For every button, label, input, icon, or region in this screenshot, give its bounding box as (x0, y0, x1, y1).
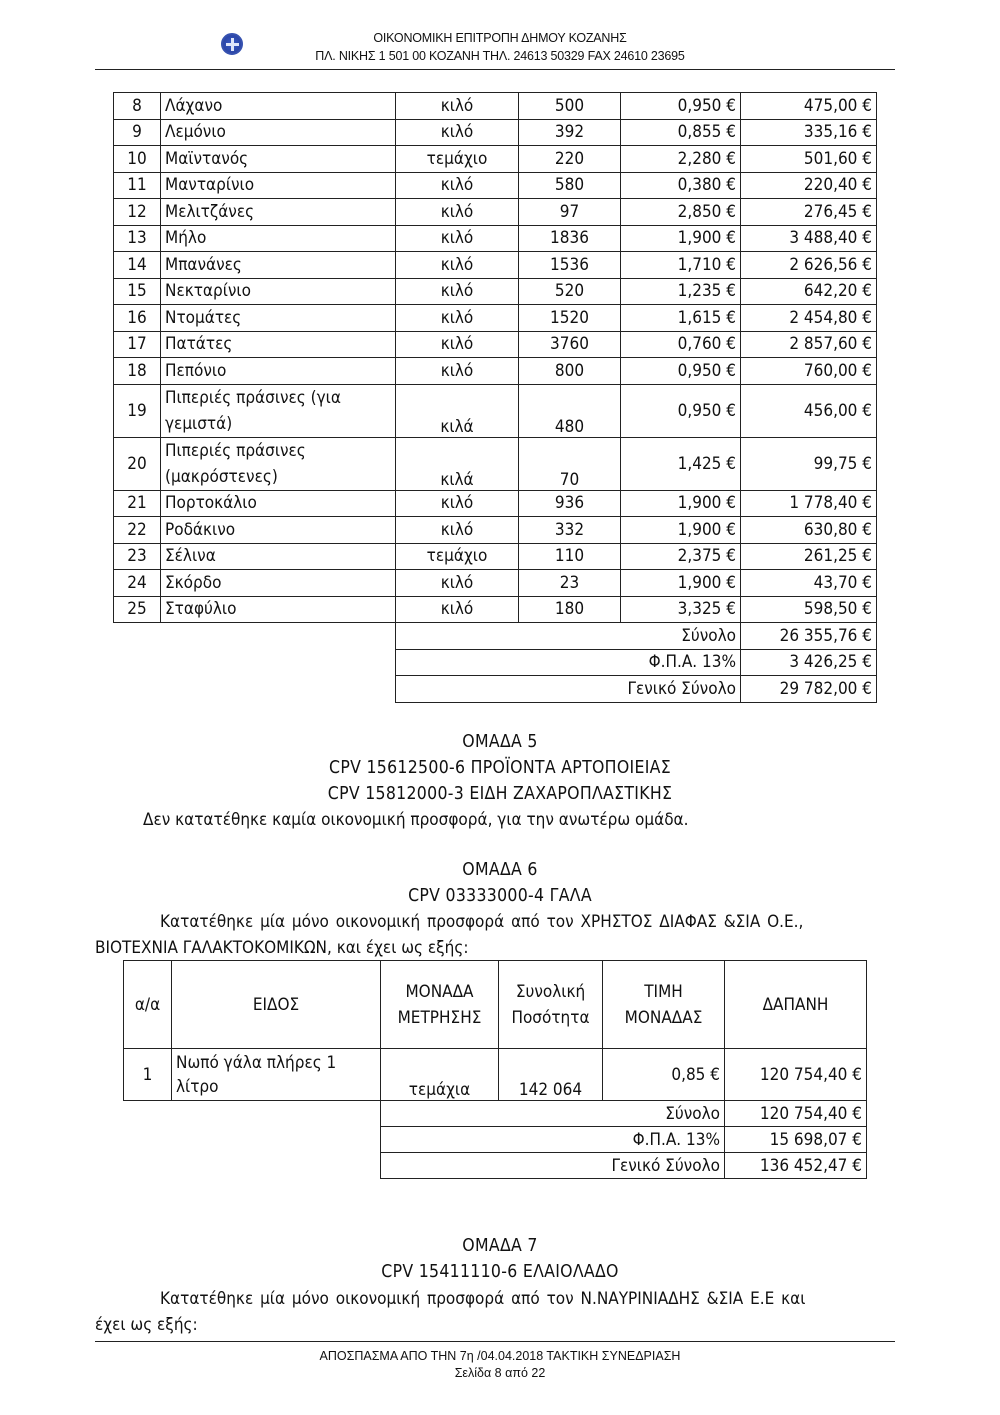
cell-item: Μελιτζάνες (161, 199, 396, 226)
table-row (114, 93, 877, 120)
vat-value: 3 426,25 € (741, 649, 877, 676)
header-title: ΟΙΚΟΝΟΜΙΚΗ ΕΠΙΤΡΟΠΗ ΔΗΜΟΥ ΚΟΖΑΝΗΣ (373, 31, 627, 45)
col-header-cost: ΔΑΠΑΝΗ (725, 961, 867, 1049)
table-row (114, 225, 877, 252)
cell-cost: 2 626,56 € (741, 252, 877, 279)
cell-item: Πορτοκάλιο (161, 490, 396, 517)
cell-unit: κιλό (396, 199, 519, 226)
cell-no: 21 (114, 490, 161, 517)
cell-qty: 500 (519, 93, 621, 120)
footer-divider (95, 1341, 895, 1342)
cell-cost: 642,20 € (741, 278, 877, 305)
cell-unit: κιλό (396, 305, 519, 332)
vat-label: Φ.Π.Α. 13% (381, 1127, 725, 1153)
cell-price: 1,900 € (621, 490, 741, 517)
produce-price-table (113, 92, 877, 703)
cell-no: 25 (114, 596, 161, 623)
table-row (114, 172, 877, 199)
cell-qty: 70 (519, 437, 621, 490)
cell-qty: 580 (519, 172, 621, 199)
cell-price: 0,950 € (621, 358, 741, 385)
group5-cpv2: CPV 15812000-3 ΕΙΔΗ ΖΑΧΑΡΟΠΛΑΣΤΙΚΗΣ (327, 784, 673, 804)
table-row (114, 437, 877, 490)
cell-cost: 335,16 € (741, 119, 877, 146)
total-label: Σύνολο (396, 623, 741, 650)
cell-cost: 220,40 € (741, 172, 877, 199)
table-row (114, 570, 877, 597)
group7-text-line2: έχει ως εξής: (95, 1315, 198, 1335)
milk-price-table (123, 960, 867, 1179)
cell-qty: 3760 (519, 331, 621, 358)
cell-qty: 110 (519, 543, 621, 570)
cell-price: 0,855 € (621, 119, 741, 146)
cell-price: 2,375 € (621, 543, 741, 570)
cell-unit: κιλό (396, 517, 519, 544)
cell-item: Νεκταρίνιο (161, 278, 396, 305)
cell-qty: 180 (519, 596, 621, 623)
cell-qty: 936 (519, 490, 621, 517)
grand-total-label: Γενικό Σύνολο (381, 1153, 725, 1179)
cell-item: Σέλινα (161, 543, 396, 570)
group6-text-line1: Κατατέθηκε μία μόνο οικονομική προσφορά από τον ΧΡΗΣΤΟΣ ΔΙΑΦΑΣ &ΣΙΑ Ο.Ε., (160, 912, 804, 932)
cell-cost: 456,00 € (741, 384, 877, 437)
cell-no: 20 (114, 437, 161, 490)
table-row (114, 543, 877, 570)
header-divider (95, 69, 895, 70)
cell-price: 2,850 € (621, 199, 741, 226)
cell-price: 1,900 € (621, 225, 741, 252)
cell-price: 1,425 € (621, 437, 741, 490)
grand-total-value: 29 782,00 € (741, 676, 877, 703)
cell-price: 0,760 € (621, 331, 741, 358)
cell-unit: κιλό (396, 490, 519, 517)
cell-item: Λάχανο (161, 93, 396, 120)
cell-unit: κιλό (396, 331, 519, 358)
cell-cost: 3 488,40 € (741, 225, 877, 252)
table-row (114, 252, 877, 279)
header-address: ΠΛ. ΝΙΚΗΣ 1 501 00 ΚΟΖΑΝΗ ΤΗΛ. 24613 50329 FAX 24610 23695 (315, 49, 685, 63)
cell-no: 8 (114, 93, 161, 120)
cell-no: 16 (114, 305, 161, 332)
total-row (114, 623, 877, 650)
cell-price: 3,325 € (621, 596, 741, 623)
cell-no: 13 (114, 225, 161, 252)
cell-unit: κιλό (396, 596, 519, 623)
cell-price: 1,615 € (621, 305, 741, 332)
grand-total-label: Γενικό Σύνολο (396, 676, 741, 703)
cell-item: Μανταρίνιο (161, 172, 396, 199)
cell-price: 0,85 € (603, 1049, 725, 1101)
table-row (114, 119, 877, 146)
cell-unit: κιλό (396, 172, 519, 199)
cell-price: 1,235 € (621, 278, 741, 305)
cell-unit: κιλό (396, 119, 519, 146)
cell-no: 24 (114, 570, 161, 597)
cell-item: Ροδάκινο (161, 517, 396, 544)
cell-qty: 800 (519, 358, 621, 385)
table-row (114, 146, 877, 173)
footer-page-number: Σελίδα 8 από 22 (454, 1366, 546, 1380)
cell-unit: τεμάχιο (396, 543, 519, 570)
vat-row (114, 649, 877, 676)
cell-price: 0,950 € (621, 384, 741, 437)
cell-unit: κιλά (396, 437, 519, 490)
cell-no: 17 (114, 331, 161, 358)
cell-price: 0,380 € (621, 172, 741, 199)
cell-qty: 220 (519, 146, 621, 173)
cell-no: 10 (114, 146, 161, 173)
total-label: Σύνολο (381, 1101, 725, 1127)
cell-cost: 43,70 € (741, 570, 877, 597)
cell-price: 1,710 € (621, 252, 741, 279)
cell-qty: 23 (519, 570, 621, 597)
col-header-no: α/α (124, 961, 172, 1049)
cell-cost: 2 454,80 € (741, 305, 877, 332)
cell-item: Πιπεριές πράσινες (μακρόστενες) (161, 437, 396, 490)
group5-text: Δεν κατατέθηκε καμία οικονομική προσφορά, για την ανωτέρω ομάδα. (143, 810, 689, 830)
footer-meeting: ΑΠΟΣΠΑΣΜΑ ΑΠΟ ΤΗΝ 7η /04.04.2018 ΤΑΚΤΙΚΗ ΣΥΝΕΔΡΙΑΣΗ (319, 1349, 681, 1363)
cell-qty: 392 (519, 119, 621, 146)
cell-unit: τεμάχια (381, 1049, 499, 1101)
cell-no: 14 (114, 252, 161, 279)
cell-unit: κιλό (396, 358, 519, 385)
cell-unit: κιλό (396, 93, 519, 120)
totals-row (124, 1101, 867, 1127)
cell-cost: 120 754,40 € (725, 1049, 867, 1101)
cell-cost: 630,80 € (741, 517, 877, 544)
cell-unit: κιλά (396, 384, 519, 437)
cell-item: Λεμόνιο (161, 119, 396, 146)
table-row (114, 490, 877, 517)
cell-no: 18 (114, 358, 161, 385)
cell-no: 12 (114, 199, 161, 226)
cell-price: 1,900 € (621, 517, 741, 544)
cell-cost: 2 857,60 € (741, 331, 877, 358)
group6-cpv: CPV 03333000-4 ΓΑΛΑ (408, 886, 592, 906)
col-header-item: ΕΙΔΟΣ (172, 961, 381, 1049)
cell-no: 23 (114, 543, 161, 570)
cell-item: Ντομάτες (161, 305, 396, 332)
cell-cost: 1 778,40 € (741, 490, 877, 517)
cell-cost: 475,00 € (741, 93, 877, 120)
cell-no: 11 (114, 172, 161, 199)
grand-total-row (124, 1153, 867, 1179)
cell-qty: 332 (519, 517, 621, 544)
vat-row (124, 1127, 867, 1153)
cell-cost: 760,00 € (741, 358, 877, 385)
table-row (114, 358, 877, 385)
cell-no: 19 (114, 384, 161, 437)
cell-qty: 97 (519, 199, 621, 226)
group5-cpv1: CPV 15612500-6 ΠΡΟΪΟΝΤΑ ΑΡΤΟΠΟΙΕΙΑΣ (329, 758, 671, 778)
cell-cost: 261,25 € (741, 543, 877, 570)
cell-unit: κιλό (396, 252, 519, 279)
cell-qty: 1536 (519, 252, 621, 279)
group7-cpv: CPV 15411110-6 ΕΛΑΙΟΛΑΔΟ (381, 1262, 619, 1282)
cell-unit: κιλό (396, 278, 519, 305)
cell-no: 15 (114, 278, 161, 305)
total-value: 120 754,40 € (725, 1101, 867, 1127)
group5-title: ΟΜΑΔΑ 5 (462, 732, 538, 752)
cell-cost: 501,60 € (741, 146, 877, 173)
cell-cost: 598,50 € (741, 596, 877, 623)
cell-item: Μπανάνες (161, 252, 396, 279)
table-row (124, 1049, 867, 1101)
col-header-qty: Συνολική Ποσότητα (499, 961, 603, 1049)
table-row (114, 384, 877, 437)
table-row (114, 305, 877, 332)
vat-label: Φ.Π.Α. 13% (396, 649, 741, 676)
cell-no: 1 (124, 1049, 172, 1101)
cell-item: Σταφύλιο (161, 596, 396, 623)
cell-qty: 520 (519, 278, 621, 305)
group7-text-line1: Κατατέθηκε μία μόνο οικονομική προσφορά από τον Ν.ΝΑΥΡΙΝΙΑΔΗΣ &ΣΙΑ Ε.Ε και (160, 1289, 806, 1309)
cell-price: 0,950 € (621, 93, 741, 120)
cell-item: Πιπεριές πράσινες (για γεμιστά) (161, 384, 396, 437)
table-row (114, 517, 877, 544)
group6-text-line2: ΒΙΟΤΕΧΝΙΑ ΓΑΛΑΚΤΟΚΟΜΙΚΩΝ, και έχει ως εξής: (95, 938, 469, 958)
cell-item: Σκόρδο (161, 570, 396, 597)
table-row (114, 278, 877, 305)
group7-title: ΟΜΑΔΑ 7 (462, 1236, 538, 1256)
group6-title: ΟΜΑΔΑ 6 (462, 860, 538, 880)
cell-price: 1,900 € (621, 570, 741, 597)
cell-qty: 480 (519, 384, 621, 437)
cell-unit: κιλό (396, 570, 519, 597)
cell-item: Μαϊντανός (161, 146, 396, 173)
cell-no: 22 (114, 517, 161, 544)
cell-qty: 1520 (519, 305, 621, 332)
cell-item: Νωπό γάλα πλήρες 1 λίτρο (172, 1049, 381, 1101)
cell-qty: 1836 (519, 225, 621, 252)
total-value: 26 355,76 € (741, 623, 877, 650)
col-header-price: ΤΙΜΗ ΜΟΝΑΔΑΣ (603, 961, 725, 1049)
vat-value: 15 698,07 € (725, 1127, 867, 1153)
cell-no: 9 (114, 119, 161, 146)
cell-qty: 142 064 (499, 1049, 603, 1101)
cell-cost: 99,75 € (741, 437, 877, 490)
col-header-unit: ΜΟΝΑΔΑ ΜΕΤΡΗΣΗΣ (381, 961, 499, 1049)
table-row (114, 199, 877, 226)
table-row (114, 596, 877, 623)
table-row (114, 331, 877, 358)
cell-unit: κιλό (396, 225, 519, 252)
grand-total-row (114, 676, 877, 703)
cell-cost: 276,45 € (741, 199, 877, 226)
table-header-row (124, 961, 867, 1049)
grand-total-value: 136 452,47 € (725, 1153, 867, 1179)
cell-unit: τεμάχιο (396, 146, 519, 173)
cell-price: 2,280 € (621, 146, 741, 173)
cell-item: Πατάτες (161, 331, 396, 358)
cell-item: Μήλο (161, 225, 396, 252)
cell-item: Πεπόνιο (161, 358, 396, 385)
